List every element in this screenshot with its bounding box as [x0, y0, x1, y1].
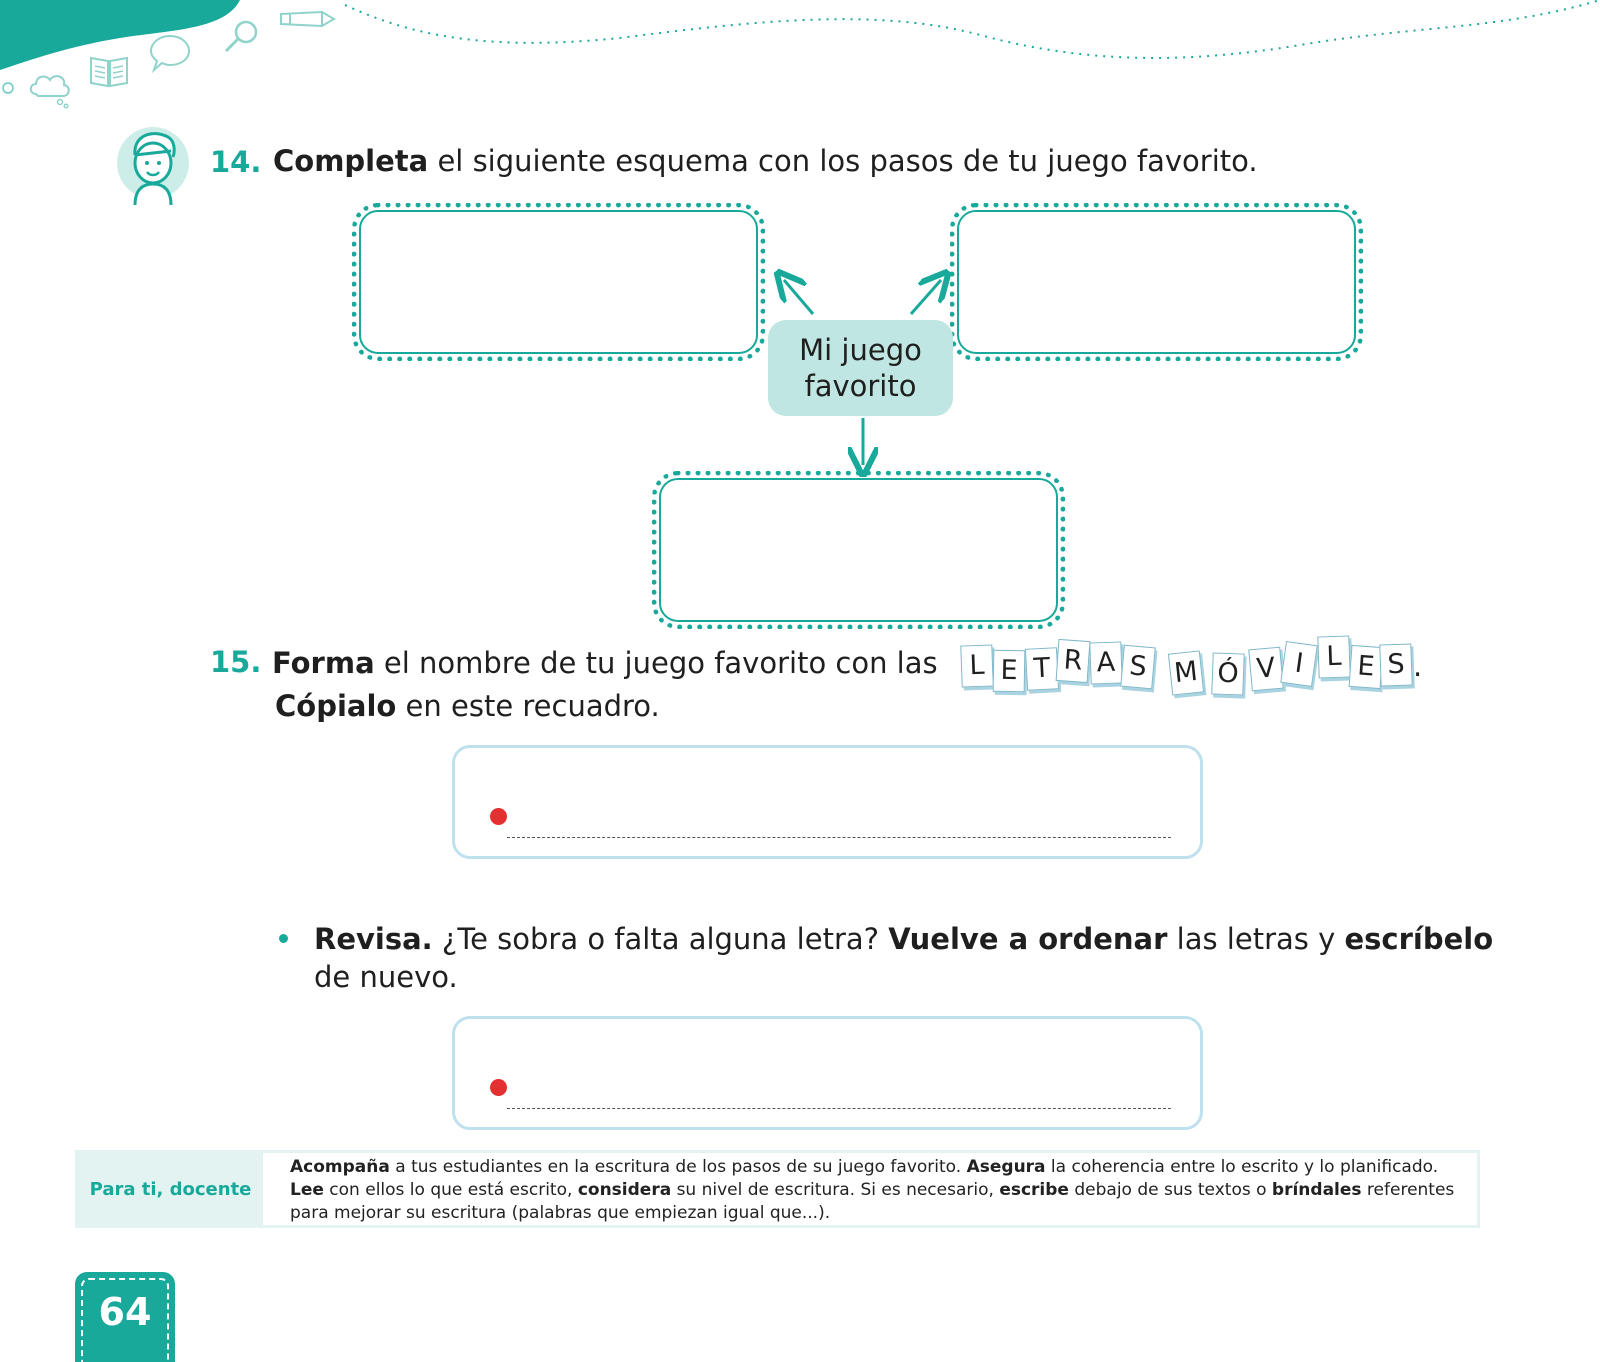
answer-dot: [490, 808, 507, 825]
review-text: ¿Te sobra o falta alguna letra?: [432, 922, 889, 956]
teacher-bold: Asegura: [966, 1157, 1046, 1177]
teacher-bold: Acompaña: [290, 1157, 390, 1177]
letters-period: .: [1413, 649, 1423, 683]
letter-tile: Ó: [1211, 652, 1244, 695]
exercise-14-number: 14.: [210, 145, 262, 179]
teacher-note-label: Para ti, docente: [78, 1153, 263, 1225]
teacher-text: debajo de sus textos o: [1068, 1180, 1272, 1200]
boy-avatar-icon: [113, 125, 193, 207]
instruction-verb: Forma: [272, 646, 375, 680]
magnifier-icon: [222, 18, 262, 56]
letter-tile: M: [1168, 650, 1204, 695]
review-bullet: [279, 934, 288, 943]
letter-tile: I: [1280, 641, 1318, 687]
pencil-icon: [278, 8, 338, 30]
review-instruction-line2: de nuevo.: [314, 960, 458, 994]
center-node-line2: favorito: [804, 369, 917, 403]
teacher-text: a tus estudiantes en la escritura de los pasos de su juego favorito.: [389, 1157, 967, 1177]
review-instruction-line1: [314, 918, 1493, 961]
exercise-14-instruction: [273, 140, 1258, 183]
letter-tile: V: [1248, 647, 1284, 692]
letter-tile: S: [1379, 643, 1412, 686]
writing-line[interactable]: [507, 1108, 1171, 1109]
teacher-text: referentes para mejorar su escritura (palabras que empiezan igual que...).: [290, 1180, 1455, 1223]
center-node-mi-juego-favorito: [768, 320, 953, 416]
exercise-15-instruction-line2: [275, 685, 660, 728]
answer-dot: [490, 1079, 507, 1096]
letter-tile: S: [1120, 645, 1156, 690]
teacher-bold: escribe: [999, 1180, 1069, 1200]
page-number: 64: [98, 1290, 152, 1334]
center-node-line1: Mi juego: [799, 333, 922, 367]
letter-tile: E: [1349, 645, 1384, 689]
book-icon: [88, 52, 130, 90]
teacher-text: su nivel de escritura. Si es necesario,: [671, 1180, 1000, 1200]
instruction-verb: Cópialo: [275, 689, 397, 723]
letter-tile: E: [993, 650, 1026, 693]
exercise-15-number: 15.: [210, 645, 262, 679]
teacher-note-text: [290, 1156, 1460, 1225]
speech-bubble-icon: [148, 32, 192, 74]
teacher-text: con ellos lo que está escrito,: [323, 1180, 578, 1200]
letter-tile: L: [960, 644, 993, 687]
scheme-box-top-left[interactable]: [352, 203, 765, 361]
teacher-bold: considera: [577, 1180, 672, 1200]
review-verb: Revisa.: [314, 922, 433, 956]
teacher-bold: Lee: [290, 1180, 324, 1200]
instruction-verb: Completa: [273, 144, 429, 178]
exercise-15-instruction-line1: [272, 642, 938, 685]
teacher-note: [75, 1150, 1480, 1228]
writing-line[interactable]: [507, 837, 1171, 838]
thought-cloud-icon: [26, 68, 74, 110]
scheme-box-top-right[interactable]: [950, 203, 1363, 361]
letter-tile: R: [1056, 639, 1091, 683]
review-verb: escríbelo: [1344, 922, 1494, 956]
instruction-text: el siguiente esquema con los pasos de tu juego favorito.: [428, 144, 1258, 178]
answer-box-rewrite[interactable]: [452, 1016, 1203, 1130]
review-text: las letras y: [1167, 922, 1345, 956]
review-verb: Vuelve a ordenar: [888, 922, 1168, 956]
letter-tile: T: [1025, 647, 1059, 691]
teacher-text: la coherencia entre lo escrito y lo planificado.: [1045, 1157, 1439, 1177]
letter-tile: L: [1317, 635, 1350, 678]
teacher-bold: bríndales: [1271, 1180, 1362, 1200]
answer-box-copy[interactable]: [452, 745, 1203, 859]
letter-tile: A: [1089, 641, 1122, 684]
page-number-tab: [75, 1272, 175, 1362]
instruction-text: en este recuadro.: [396, 689, 660, 723]
scheme-box-bottom[interactable]: [652, 471, 1065, 629]
instruction-text: el nombre de tu juego favorito con las: [374, 646, 938, 680]
